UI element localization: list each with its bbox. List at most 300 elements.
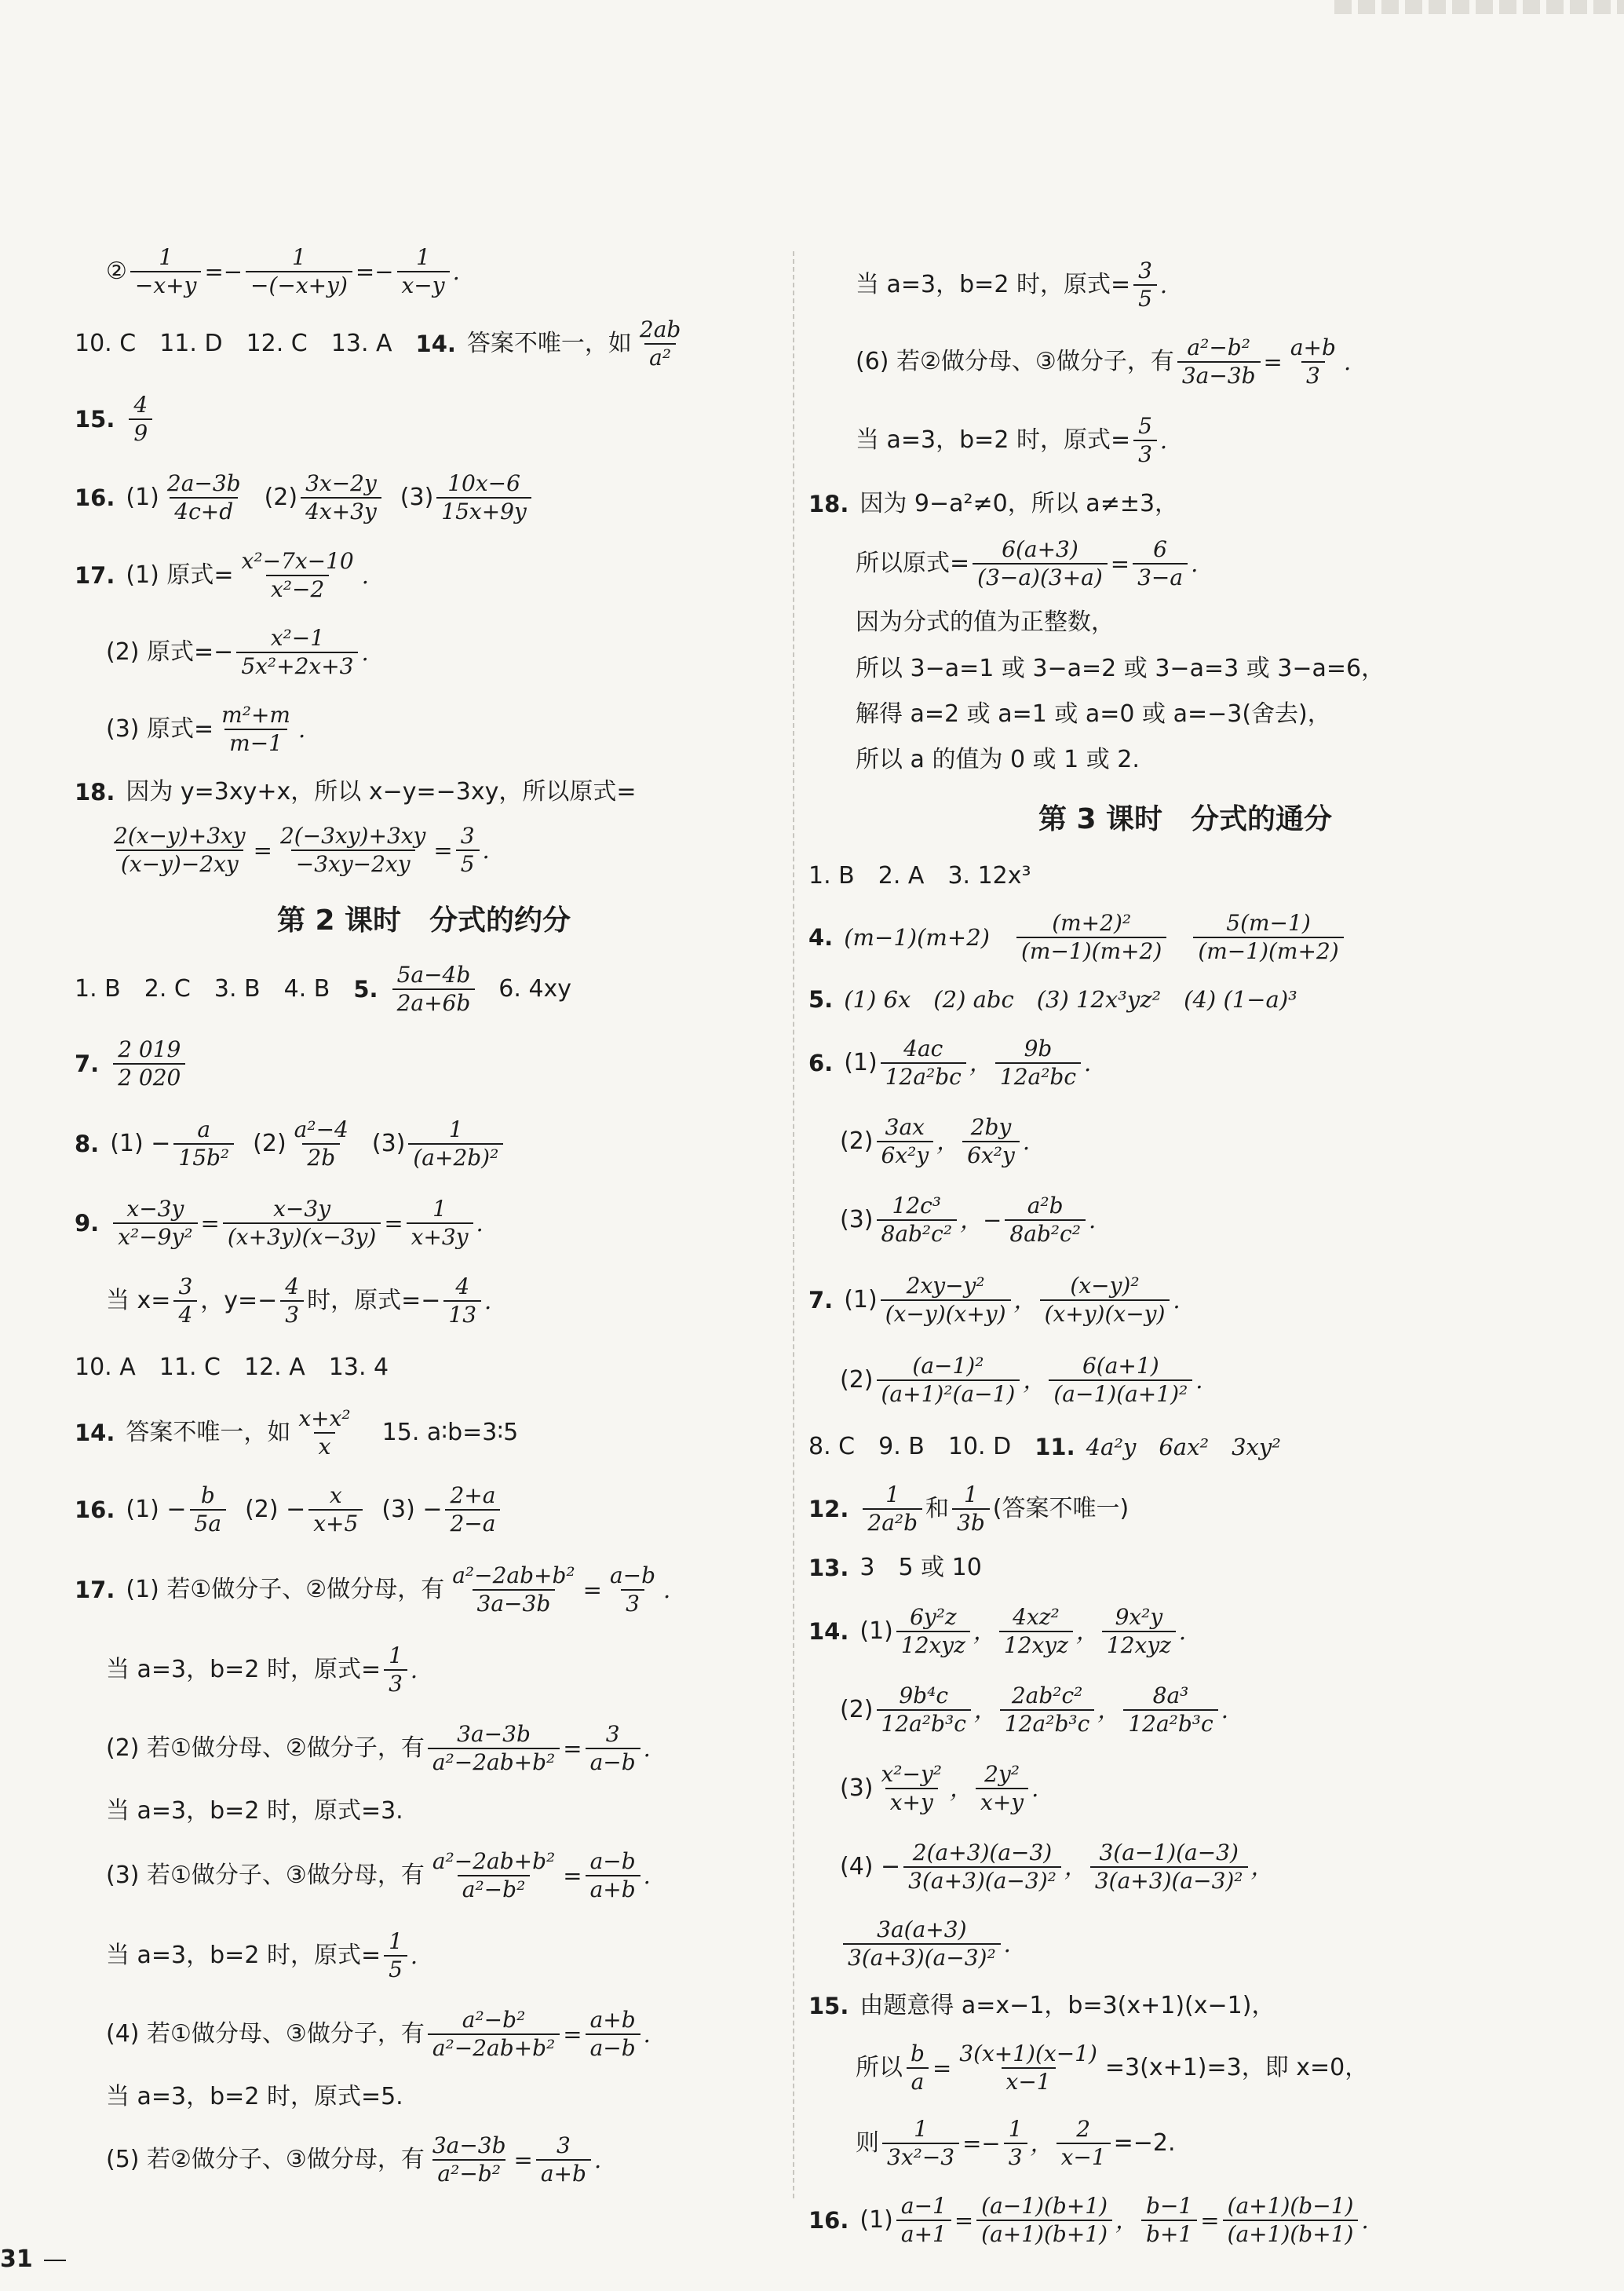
answer-line (75, 1103, 773, 1185)
answer-line (75, 1340, 773, 1395)
fraction: $\frac{1}{-x+y}$ (130, 244, 202, 298)
punct: . (361, 638, 369, 666)
question-number: 11. (1035, 1433, 1075, 1460)
question-number: 16. (75, 484, 115, 511)
separator: ， (1023, 1366, 1046, 1394)
equals: = (384, 1209, 403, 1237)
punct: . (410, 1942, 418, 1969)
fraction: $\frac{a+b}{a-b}$ (586, 2007, 640, 2061)
part-label: (2) (840, 1366, 874, 1394)
punct: . (476, 1209, 484, 1237)
answer-line (75, 1025, 773, 1103)
fraction: 1 (a+2b)² (408, 1116, 503, 1171)
answer-10: 10. A (75, 1354, 136, 1382)
fraction: $\frac{\text{a²−b²}}{3a-3b}$ (1177, 334, 1261, 389)
fraction: 6(a+1) (a−1)(a+1)² (1049, 1353, 1192, 1407)
part-label: (2) (840, 1127, 874, 1156)
equals: = (1200, 2206, 1220, 2234)
fraction: $\frac{b}{5a}$ (190, 1482, 227, 1536)
punct: . (1031, 1774, 1039, 1802)
question-number: 17. (75, 1576, 115, 1603)
fraction: 3a(a+3) 3(a+3)(a−3)² (843, 1916, 1001, 1971)
punct: . (1191, 550, 1199, 577)
separator: ， (973, 1617, 996, 1645)
punct: . (1022, 1127, 1031, 1155)
answer-1: 1. B (75, 975, 121, 1003)
answer-line (808, 1420, 1562, 1474)
answer-text: 因为 y=3xy+x，所以 x−y=−3xy，所以原式= (126, 778, 637, 806)
punct: . (1003, 1930, 1011, 1957)
answer-line (75, 380, 773, 459)
answer-text: (6) 若②做分母、③做分子，有 (856, 348, 1174, 376)
fraction: 9x²y 12xyz (1102, 1604, 1176, 1658)
equals: = (200, 1209, 220, 1237)
answer-text: (1) 原式= (126, 561, 234, 590)
part-label: (1) (844, 1286, 878, 1314)
fraction: $\frac{1}{3}$ (384, 1642, 407, 1697)
fraction: 2a−3b 4c+d (166, 470, 241, 524)
answer-text: 当 a=3，b=2 时，原式=5. (106, 2083, 403, 2111)
answer-line (808, 247, 1562, 323)
fraction: $\frac{a-1}{a+1}$ (896, 2193, 951, 2247)
answer-text: (2) 原式=− (106, 638, 234, 667)
answer-text: ，y=− (200, 1287, 278, 1315)
answer-line (808, 1749, 1562, 1828)
fraction: $\frac{2}{x-1}$ (1057, 2116, 1111, 2170)
equals: = (433, 836, 453, 864)
fraction: $\frac{\text{x²−7x−10}}{\text{x²−2}}$ (241, 548, 354, 602)
answer-line (75, 817, 773, 884)
answer-11: 11. D (159, 330, 223, 358)
answer-text: (2) 若①做分母、②做分子，有 (106, 1734, 425, 1763)
answer-line (808, 1181, 1562, 1259)
answer-text: (1) 若①做分子、②做分母，有 (126, 1576, 445, 1604)
fraction: $\frac{\text{a²−b²}}{\text{a²−2ab+b²}}$ (428, 2007, 560, 2061)
right-column (808, 247, 1562, 2260)
answer-line (75, 614, 773, 691)
fraction: $\frac{3}{4}$ (173, 1273, 197, 1328)
equals: =− (204, 258, 243, 285)
answer-line (808, 1102, 1562, 1181)
answer-9: 9. B (878, 1433, 925, 1461)
fraction: $\frac{a-b}{3}$ (609, 1562, 656, 1617)
fraction: $\frac{1}{5}$ (384, 1928, 407, 1982)
left-column (75, 236, 773, 2199)
question-number: 14. (808, 1617, 849, 1645)
answer-text: 所以 (856, 2054, 903, 2082)
answer-text: 则 (856, 2129, 879, 2158)
fraction: 4xz² 12xyz (999, 1604, 1073, 1658)
answer-text: 因为 9−a²≠0，所以 a≠±3， (859, 490, 1179, 518)
answer-text: 当 a=3，b=2 时，原式= (106, 1656, 381, 1684)
fraction: 2ab²c² 12a²b³c (1000, 1683, 1094, 1737)
answer-line (808, 1024, 1562, 1102)
answer-line (75, 954, 773, 1025)
answer-line (75, 1631, 773, 1709)
fraction: $\frac{2(-3xy)+3xy}{-3xy-2xy}$ (279, 823, 426, 877)
fraction: 1 2a²b (863, 1482, 922, 1536)
answer-1: 1. B (808, 862, 855, 890)
equals: = (932, 2054, 952, 2081)
equals: = (513, 2146, 533, 2173)
fraction: (m+2)² (m−1)(m+2) (1016, 910, 1166, 964)
fraction: $\frac{1}{-(-x+y)}$ (246, 244, 352, 298)
answer-line (808, 401, 1562, 480)
part-label: (3) (840, 1206, 874, 1234)
answer-line (808, 900, 1562, 975)
answer-line (808, 1474, 1562, 1544)
answer-text: 当 a=3，b=2 时，原式=3. (106, 1797, 403, 1825)
fraction: 2y² x+y (976, 1761, 1028, 1815)
separator: ， (1013, 1286, 1037, 1314)
fraction: 2by 6x²y (962, 1114, 1020, 1168)
answer-line (808, 323, 1562, 401)
punct: . (410, 1656, 418, 1683)
answer-expression: 4a²y 6ax² 3xy² (1086, 1433, 1281, 1460)
top-edge-mark (1334, 0, 1624, 14)
part-label: (3) − (381, 1496, 443, 1524)
punct: . (643, 2020, 651, 2048)
punct: . (1159, 271, 1168, 298)
answer-line (75, 1549, 773, 1631)
answer-expression: (m−1)(m+2) (844, 923, 990, 951)
answer-11: 11. C (159, 1354, 221, 1382)
part-label: (2) (840, 1696, 874, 1724)
separator: ， (969, 1049, 992, 1076)
answer-line (808, 1544, 1562, 1592)
part-label: (2) (264, 484, 298, 512)
answer-line (75, 308, 773, 380)
question-number: 16. (75, 1496, 115, 1523)
fraction: 10x−6 15x+9y (436, 470, 531, 524)
fraction: $\frac{2(a+3)(a-3)}{\text{3(a+3)(a−3)²}}$ (903, 1840, 1061, 1894)
separator: ，− (960, 1206, 1002, 1233)
question-number: 7. (808, 1286, 834, 1314)
fraction: $\frac{6}{3-a}$ (1133, 536, 1188, 590)
fraction: $\frac{\text{x²−1}}{\text{5x²+2x+3}}$ (236, 625, 358, 679)
fraction: $\frac{a+b}{3}$ (1290, 334, 1336, 389)
part-label: (3) (840, 1774, 874, 1803)
answer-text: 时，原式=− (307, 1287, 441, 1315)
separator: ， (1064, 1853, 1087, 1880)
equals: = (563, 2020, 582, 2048)
answer-text: 当 a=3，b=2 时，原式= (856, 426, 1131, 455)
fraction: 3x−2y 4x+3y (301, 470, 381, 524)
fraction: $\frac{\text{m²+m}}{m-1}$ (221, 702, 290, 756)
fraction: $\frac{\text{a²b}}{\text{8ab²c²}}$ (1005, 1193, 1086, 1247)
punct: . (361, 561, 369, 589)
punct: . (482, 836, 490, 864)
fraction: x+x² x (298, 1405, 351, 1460)
answer-text: (4) 若①做分母、③做分子，有 (106, 2020, 425, 2048)
punct: . (1159, 426, 1168, 454)
question-number: 16. (808, 2206, 849, 2234)
part-label: (2) (253, 1130, 286, 1158)
fraction: $\frac{2+a}{2-a}$ (445, 1482, 500, 1536)
fraction: 3ax 6x²y (877, 1114, 934, 1168)
question-number: 14. (75, 1419, 115, 1446)
column-divider (793, 251, 794, 2198)
answer-line (808, 692, 1562, 737)
question-number: 14. (415, 330, 456, 357)
question-number: 6. (808, 1049, 834, 1076)
question-number: 8. (75, 1130, 100, 1157)
fraction: $\frac{2(x-y)+3xy}{(x-y)-2xy}$ (114, 823, 246, 877)
answer-line (808, 853, 1562, 900)
answer-line (808, 1828, 1562, 1906)
equals: =− (355, 258, 394, 285)
fraction: 8a³ 12a²b³c (1123, 1683, 1217, 1737)
equals: = (253, 836, 272, 864)
fraction: x²−y² x+y (881, 1761, 943, 1815)
answer-line (75, 1916, 773, 1995)
answer-line (808, 1671, 1562, 1749)
answer-line (808, 2181, 1562, 2260)
separator: ， (973, 1696, 997, 1723)
question-number: 5. (808, 985, 834, 1013)
equals: = (1263, 348, 1283, 375)
punct: . (1221, 1696, 1228, 1723)
answer-12: 12. C (246, 330, 308, 358)
question-number: 12. (808, 1495, 849, 1522)
answer-line (75, 1788, 773, 1835)
fraction: $\frac{3}{a+b}$ (536, 2132, 591, 2187)
answer-line (75, 537, 773, 614)
answer-line (808, 646, 1562, 692)
answer-8: 8. C (808, 1433, 856, 1461)
answer-line (808, 1259, 1562, 1341)
separator: ， (1075, 1617, 1099, 1645)
answer-line (75, 1395, 773, 1471)
part-label: (1) (126, 484, 159, 512)
answer-line (808, 1906, 1562, 1982)
answer-text: =3(x+1)=3，即 x=0， (1104, 2054, 1369, 2082)
question-number: 15. (75, 405, 115, 433)
question-number: 17. (75, 561, 115, 589)
answer-line (808, 1982, 1562, 2030)
answer-2: 2. A (878, 862, 925, 890)
fraction: $\frac{1}{3}$ (1004, 2116, 1027, 2170)
punct: . (452, 258, 460, 285)
punct: . (1088, 1206, 1097, 1233)
answer-line (75, 1262, 773, 1340)
fraction: $\frac{\text{a²−2ab+b²}}{\text{a²−b²}}$ (432, 1848, 556, 1902)
answer-line (75, 459, 773, 537)
answer-line (808, 1592, 1562, 1671)
punct: . (1361, 2206, 1369, 2234)
part-label: (3) (371, 1130, 406, 1158)
fraction: 2ab a² (639, 316, 681, 371)
fraction: 12c³ 8ab²c² (877, 1193, 958, 1247)
answer-line (808, 528, 1562, 599)
answer-line (808, 737, 1562, 783)
fraction: 1 3b (952, 1482, 990, 1536)
fraction: $\frac{b}{a}$ (906, 2041, 929, 2095)
fraction: $\frac{(a-1)(b+1)}{(a+1)(b+1)}$ (976, 2193, 1112, 2247)
fraction: 5a−4b 2a+6b (392, 962, 476, 1016)
answer-line (808, 599, 1562, 646)
fraction: $\frac{(a+1)(b-1)}{(a+1)(b+1)}$ (1223, 2193, 1359, 2247)
fraction: 5(m−1) (m−1)(m+2) (1193, 910, 1343, 964)
punct: . (643, 1862, 651, 1889)
answer-text: (3) 若①做分子、③做分母，有 (106, 1862, 425, 1890)
fraction: 2xy−y² (x−y)(x+y) (881, 1273, 1011, 1327)
fraction: $\frac{3}{5}$ (456, 823, 480, 877)
fraction: $\frac{x-3y}{(x+3y)(x-3y)}$ (223, 1196, 381, 1250)
page-number: 31 (0, 2245, 66, 2273)
part-label: (1) (844, 1049, 878, 1077)
part-label: (3) (400, 484, 434, 512)
fraction: 9b⁴c 12a²b³c (877, 1683, 971, 1737)
answer-text: 当 x= (106, 1287, 171, 1315)
answer-text: 所以 a 的值为 0 或 1 或 2. (856, 746, 1140, 774)
fraction: $\frac{4}{3}$ (280, 1273, 304, 1328)
answer-text: 所以原式= (856, 550, 970, 578)
answer-13: 13. A (330, 330, 392, 358)
answer-10: 10. D (947, 1433, 1012, 1461)
fraction: $\frac{4}{13}$ (443, 1273, 481, 1328)
equals: = (563, 1862, 582, 1889)
fraction: 4 9 (129, 392, 152, 446)
answer-10: 10. C (75, 330, 137, 358)
fraction: $\frac{3a-3b}{\text{a²−b²}}$ (432, 2132, 506, 2187)
equals: = (1110, 550, 1130, 577)
fraction: 2 019 2 020 (113, 1036, 185, 1091)
answer-line (75, 236, 773, 308)
separator: ， (1030, 2129, 1053, 2157)
part-label: (1) − (126, 1496, 187, 1524)
answer-line (808, 480, 1562, 528)
answer-text: =−2. (1113, 2129, 1176, 2158)
fraction: $\frac{a}{\text{15b²}}$ (173, 1116, 234, 1171)
fraction: a²−4 2b (294, 1116, 349, 1171)
punct: . (1343, 348, 1352, 375)
equals: = (582, 1576, 602, 1603)
answer-4: 4. B (283, 975, 330, 1003)
question-number: 18. (808, 490, 849, 517)
answer-text: (3) 原式= (106, 715, 214, 744)
question-number: 9. (75, 1209, 100, 1237)
answer-line (75, 1471, 773, 1549)
answer-3: 3. 12x³ (947, 862, 1031, 890)
circle-label: ② (106, 258, 127, 286)
answer-line (75, 1709, 773, 1788)
answer-line (75, 1185, 773, 1262)
equals: = (954, 2206, 974, 2234)
separator: ， (936, 1127, 960, 1155)
answer-line (75, 2074, 773, 2121)
punct: . (593, 2146, 602, 2173)
answer-text: 3 5 或 10 (859, 1554, 982, 1582)
answer-line (75, 2121, 773, 2199)
question-number: 4. (808, 923, 834, 951)
fraction: $\frac{1}{\text{3x²−3}}$ (882, 2116, 959, 2170)
fraction: $\frac{1}{x-y}$ (397, 244, 450, 298)
fraction: $\frac{6(a+3)}{(3-a)(3+a)}$ (973, 536, 1108, 590)
answer-13: 13. 4 (328, 1354, 389, 1382)
answer-text: 解得 a=2 或 a=1 或 a=0 或 a=−3(舍去)， (856, 700, 1331, 729)
answer-6: 6. 4xy (498, 975, 572, 1003)
part-label: (1) (859, 2206, 893, 2234)
part-label: (4) − (840, 1853, 901, 1881)
answer-12: 12. A (243, 1354, 305, 1382)
part-label: (1) (859, 1617, 893, 1646)
equals: = (563, 1734, 582, 1762)
fraction: 3(a−1)(a−3) 3(a+3)(a−3)² (1090, 1840, 1248, 1894)
fraction: 6y²z 12xyz (896, 1604, 970, 1658)
equals: =− (962, 2129, 1001, 2157)
fraction: $\frac{1}{x+3y}$ (407, 1196, 473, 1250)
punct: ， (1250, 1853, 1274, 1880)
question-number: 13. (808, 1554, 849, 1581)
answer-text: 所以 3−a=1 或 3−a=2 或 3−a=3 或 3−a=6， (856, 655, 1385, 683)
fraction: $\frac{3}{5}$ (1133, 258, 1157, 312)
separator: ， (1115, 2206, 1139, 2234)
answer-text: 当 a=3，b=2 时，原式= (856, 271, 1131, 299)
fraction: 4ac 12a²bc (881, 1036, 966, 1090)
separator: 和 (925, 1495, 950, 1523)
punct: . (1195, 1366, 1203, 1394)
question-number: 5. (353, 975, 378, 1003)
answer-expression: (1) 6x (2) abc (3) 12x³yz² (4) (1−a)³ (844, 985, 1297, 1013)
punct: . (1084, 1049, 1092, 1076)
part-label: (2) − (245, 1496, 306, 1524)
question-number: 18. (75, 778, 115, 806)
question-number: 7. (75, 1050, 100, 1077)
fraction: 9b 12a²bc (995, 1036, 1081, 1090)
separator: ， (950, 1774, 973, 1802)
answer-line (808, 1341, 1562, 1420)
answer-text: 答案不唯一，如 (126, 1419, 291, 1447)
answer-text: 当 a=3，b=2 时，原式= (106, 1942, 381, 1970)
fraction: $\frac{3}{a-b}$ (586, 1721, 640, 1775)
answer-line (808, 2030, 1562, 2106)
fraction: (a−1)² (a+1)²(a−1) (877, 1353, 1020, 1407)
answer-text: 由题意得 a=x−1，b=3(x+1)(x−1)， (859, 1992, 1275, 2020)
punct: . (297, 715, 306, 743)
fraction: $\frac{x-3y}{\text{x²−9y²}}$ (113, 1196, 197, 1250)
punct: . (484, 1287, 492, 1314)
fraction: $\frac{a-b}{a+b}$ (586, 1848, 640, 1902)
part-label: (1) − (110, 1130, 171, 1158)
fraction: (x−y)² (x+y)(x−y) (1040, 1273, 1170, 1327)
fraction: $\frac{x}{x+5}$ (308, 1482, 363, 1536)
separator: ， (1097, 1696, 1121, 1723)
answer-line (808, 2106, 1562, 2181)
answer-text: 因为分式的值为正整数， (856, 608, 1115, 637)
answer-text: (5) 若②做分子、③做分母，有 (106, 2146, 425, 2174)
answer-line (75, 691, 773, 768)
punct: . (663, 1576, 671, 1603)
fraction: $\frac{b-1}{b+1}$ (1141, 2193, 1197, 2247)
fraction: $\frac{3a-3b}{\text{a²−2ab+b²}}$ (428, 1721, 560, 1775)
answer-line (808, 975, 1562, 1024)
question-number: 15. (808, 1992, 849, 2019)
answer-3: 3. B (213, 975, 261, 1003)
fraction: $\frac{3(x+1)(x-1)}{x-1}$ (959, 2041, 1097, 2095)
answer-line (75, 1995, 773, 2074)
answer-text: 答案不唯一，如 (466, 330, 632, 358)
answer-text: (答案不唯一) (992, 1495, 1130, 1523)
punct: . (1178, 1617, 1187, 1645)
punct: . (643, 1734, 651, 1762)
answer-line (75, 1835, 773, 1916)
answer-15: 15. a∶b=3∶5 (381, 1419, 519, 1447)
answer-2: 2. C (144, 975, 191, 1003)
section-heading: 第 3 课时 分式的通分 (1038, 803, 1333, 835)
section-heading: 第 2 课时 分式的约分 (276, 904, 571, 937)
answer-line (75, 768, 773, 817)
